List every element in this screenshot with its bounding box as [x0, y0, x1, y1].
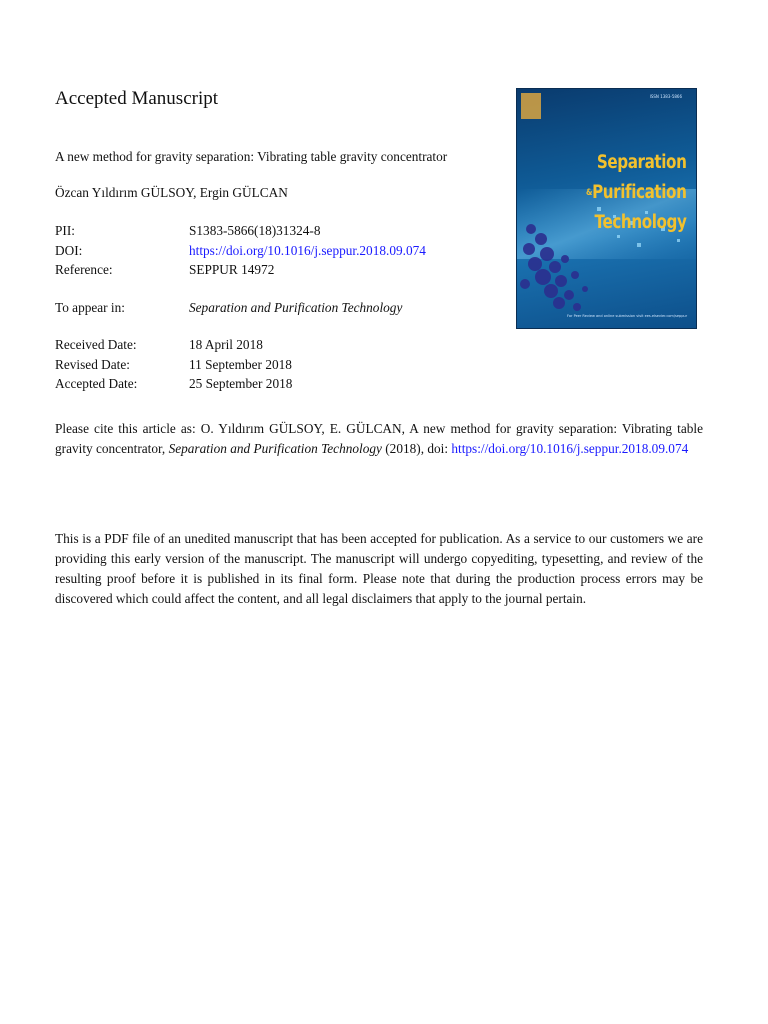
accepted-row	[55, 374, 292, 394]
article-authors: Özcan Yıldırım GÜLSOY, Ergin GÜLCAN	[55, 185, 288, 200]
cover-journal-title	[586, 148, 686, 238]
journal-cover	[516, 88, 697, 329]
appear-label: To appear in:	[55, 300, 125, 315]
page-heading: Accepted Manuscript	[55, 88, 219, 109]
reference-value: SEPPUR 14972	[189, 262, 275, 277]
received-value: 18 April 2018	[189, 337, 263, 352]
pii-label: PII:	[55, 223, 75, 238]
cover-issn: ISSN 1383-5866	[649, 94, 682, 99]
reference-label: Reference:	[55, 262, 113, 277]
cover-footer: For Peer Review and online submission visit ees.elsevier.com/seppur	[567, 314, 688, 318]
citation-paragraph	[55, 419, 703, 459]
appear-journal: Separation and Purification Technology	[189, 300, 403, 315]
cover-title-line-2: &Purification	[585, 182, 686, 203]
doi-link[interactable]: https://doi.org/10.1016/j.seppur.2018.09.074	[189, 242, 426, 258]
appear-in	[55, 298, 402, 318]
cover-title-line-3: Technology	[594, 212, 686, 233]
manuscript-notice: This is a PDF file of an unedited manuscript that has been accepted for publication. As a service to our customers we are providing this early version of the manuscript. The manuscript will undergo copyediting, typesetting, and review of the resulting proof before it is published in its final form. Please note that during the production process errors may be discovered which could affect the content, and all legal disclaimers that apply to the journal pertain.	[55, 531, 703, 606]
received-row	[55, 335, 292, 355]
accepted-value: 25 September 2018	[189, 376, 293, 391]
identifier-list	[55, 221, 426, 280]
elsevier-logo-icon	[521, 93, 541, 119]
cover-title-line-1: Separation	[596, 152, 686, 173]
doi-label: DOI:	[55, 242, 83, 258]
doi-row	[55, 241, 426, 261]
appear-row	[55, 298, 402, 318]
revised-label: Revised Date:	[55, 356, 130, 372]
revised-value: 11 September 2018	[189, 356, 292, 372]
pii-row	[55, 221, 426, 241]
received-label: Received Date:	[55, 337, 137, 352]
accepted-label: Accepted Date:	[55, 376, 138, 391]
citation-doi-link[interactable]: https://doi.org/10.1016/j.seppur.2018.09.074	[451, 441, 689, 456]
citation-middle: (2018), doi:	[381, 441, 452, 456]
reference-row	[55, 260, 426, 280]
article-title: A new method for gravity separation: Vibrating table gravity concentrator	[55, 149, 448, 164]
date-list	[55, 335, 292, 394]
pii-value: S1383-5866(18)31324-8	[189, 223, 321, 238]
revised-row	[55, 355, 292, 375]
citation-journal: Separation and Purification Technology	[168, 441, 382, 456]
citation-prefix: Please cite this article as: O. Yıldırım GÜLSOY, E. GÜLCAN, A new method for gravity separation: Vibrating table gravity concentrator,	[55, 421, 703, 456]
